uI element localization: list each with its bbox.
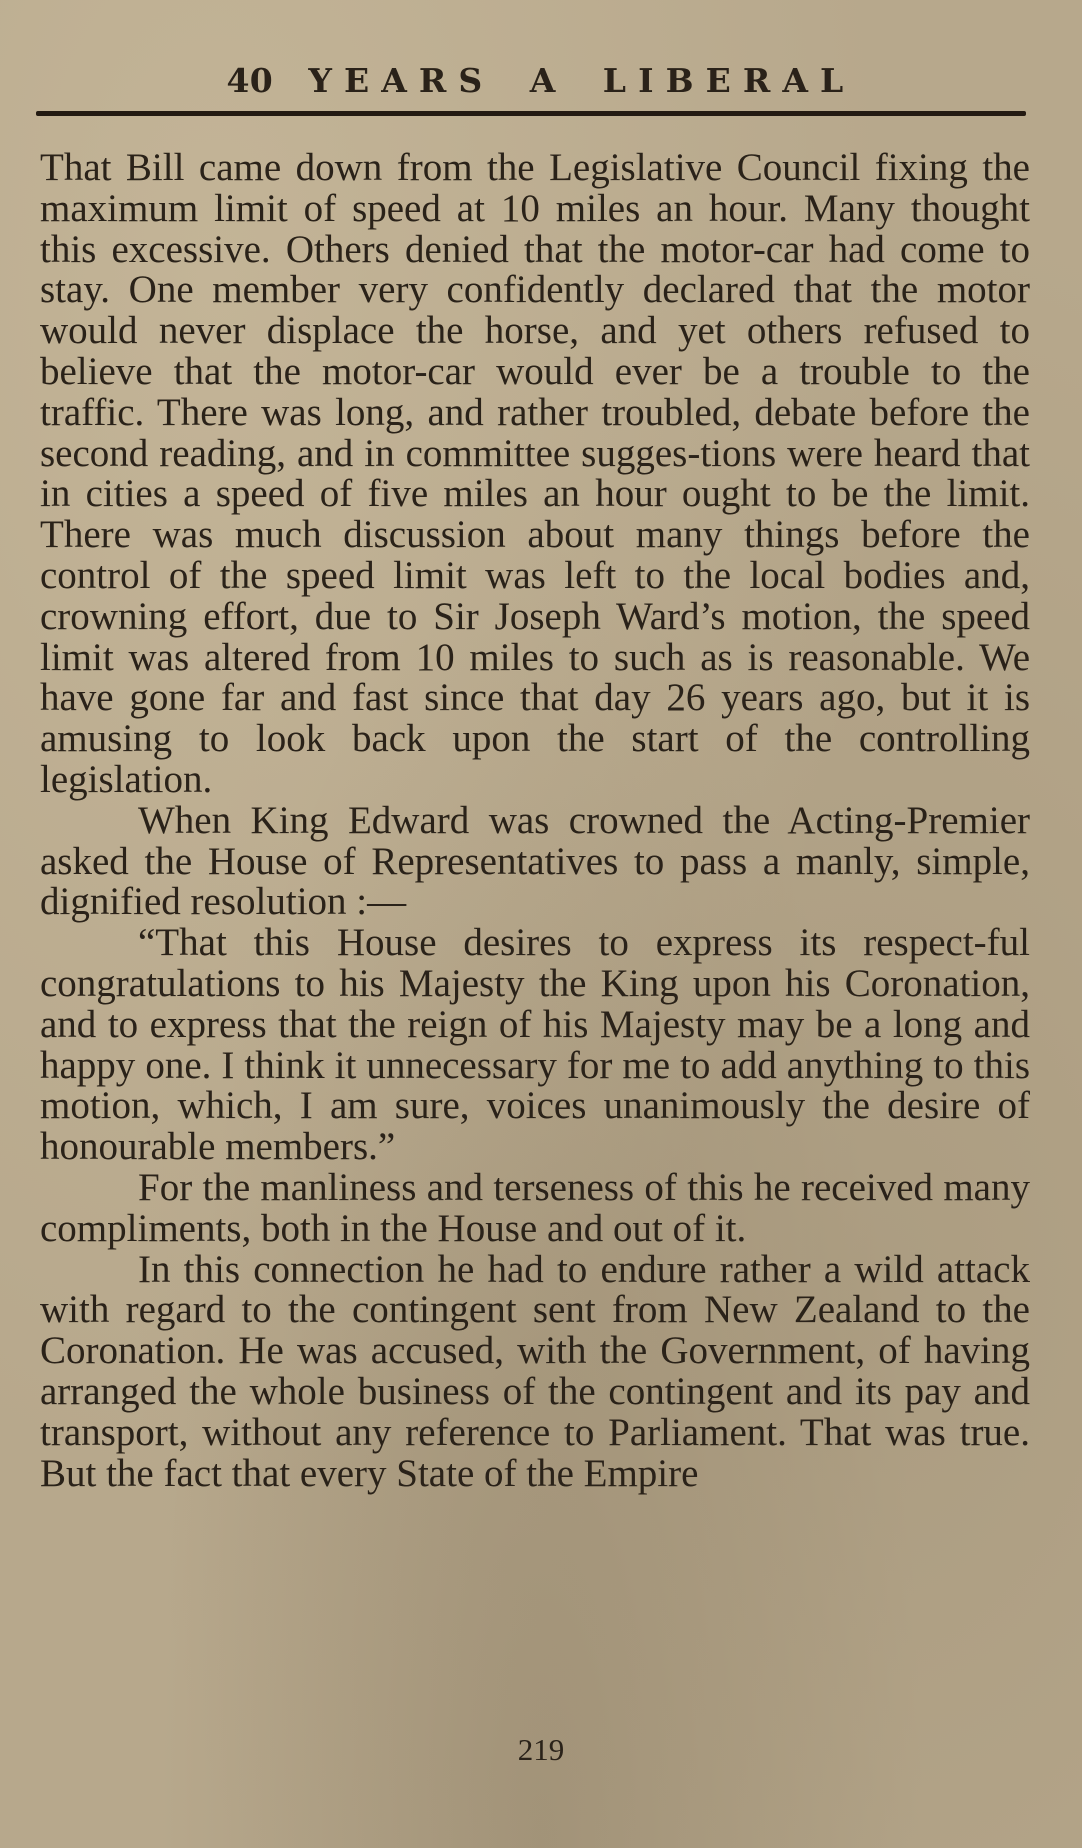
paragraph-3-quotation: “That this House desires to express its respect-ful congratulations to his Majesty the King upon his Coronation, and to express that the reign of his Majesty may be a long and happy one. I think it unnecessary for me to add anything to this motion, which, I am sure, voices unanimously the desire of honourable members.” [40, 921, 1030, 1169]
paragraph-5: In this connection he had to endure rather a wild attack with regard to the contingent sent from New Zealand to the Coronation. He was accused, with the Government, of having arranged the whole business of the contingent and its pay and transport, without any reference to Parliament. That was true. But the fact that every State of the Empire [40, 1247, 1030, 1495]
header-rule [36, 111, 1026, 116]
body-text [40, 148, 1030, 1494]
running-head [40, 58, 1030, 102]
paragraph-4: For the manliness and terseness of this he received many compliments, both in the House and out of it. [40, 1165, 1030, 1250]
paragraph-1: That Bill came down from the Legislative Council fixing the maximum limit of speed at 10 miles an hour. Many thought this excessive. Others denied that the motor-car had come to stay. One member very confidently declared that the motor would never displace the horse, and yet others refused to believe that the motor-car would ever be a trouble to the traffic. There was long, and rather troubled, debate before the second reading, and in committee sugges-tions were heard that in cities a speed of five miles an hour ought to be the limit. There was much discussion about many things before the control of the speed limit was left to the local bodies and, crowning effort, due to Sir Joseph Ward’s motion, the speed limit was altered from 10 miles to such as is reasonable. We have gone far and fast since that day 26 years ago, but it is amusing to look back upon the start of the controlling legislation. [40, 146, 1030, 801]
page-number: 219 [517, 1732, 565, 1767]
paragraph-2: When King Edward was crowned the Acting-Premier asked the House of Representatives to pass a manly, simple, dignified resolution :— [40, 798, 1030, 924]
running-head-title: 40 Y E A R S A L I B E R A L [226, 60, 844, 100]
